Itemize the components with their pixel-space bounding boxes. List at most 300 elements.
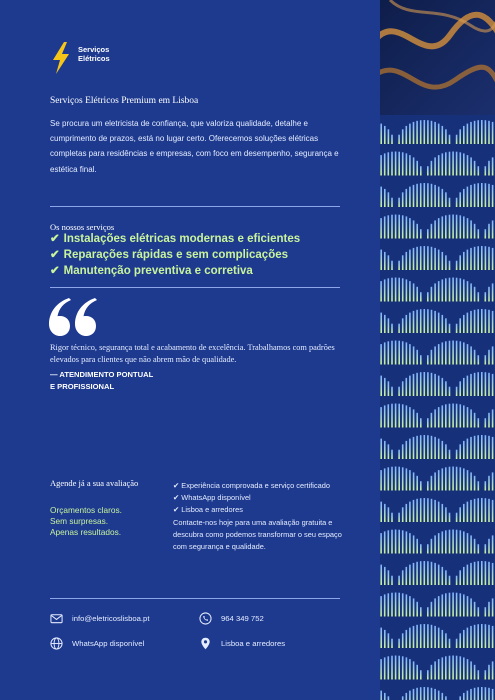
phone-icon: [199, 612, 212, 625]
pattern-stripe: [456, 215, 458, 239]
pattern-stripe: [413, 598, 415, 616]
pattern-stripe: [409, 565, 411, 585]
pattern-stripe: [431, 350, 433, 365]
pattern-stripe: [485, 292, 487, 301]
pattern-stripe: [456, 278, 458, 302]
pattern-stripe: [402, 192, 404, 207]
pattern-stripe: [380, 313, 382, 333]
pattern-stripe: [445, 656, 447, 679]
pattern-stripe: [406, 378, 408, 396]
pattern-stripe: [481, 561, 483, 585]
pattern-stripe: [442, 567, 444, 585]
pattern-stripe: [488, 499, 490, 522]
pattern-stripe: [380, 628, 382, 648]
pattern-stripe: [452, 404, 454, 428]
pattern-stripe: [438, 344, 440, 364]
pattern-stripe: [406, 126, 408, 144]
pattern-stripe: [406, 594, 408, 616]
pattern-stripe: [478, 166, 480, 175]
pattern-stripe: [449, 152, 451, 176]
page-headline: Serviços Elétricos Premium em Lisboa: [50, 96, 199, 106]
pattern-stripe: [474, 413, 476, 428]
pattern-stripe: [398, 261, 400, 270]
pattern-stripe: [406, 216, 408, 238]
pattern-stripe: [467, 376, 469, 396]
pattern-stripe: [424, 498, 426, 522]
pattern-stripe: [463, 378, 465, 396]
pattern-stripe: [474, 436, 476, 459]
pattern-stripe: [442, 594, 444, 616]
pattern-stripe: [477, 246, 479, 270]
pattern-stripe: [445, 318, 447, 333]
pattern-stripe: [459, 507, 461, 522]
pattern-stripe: [467, 565, 469, 585]
pattern-stripe: [424, 561, 426, 585]
pattern-stripe: [470, 248, 472, 270]
pattern-stripe: [442, 153, 444, 175]
pattern-stripe: [452, 467, 454, 491]
pattern-stripe: [409, 439, 411, 459]
pattern-stripe: [406, 153, 408, 175]
pattern-stripe: [434, 185, 436, 207]
pattern-stripe: [409, 155, 411, 175]
pattern-stripe: [434, 346, 436, 364]
pattern-stripe: [445, 381, 447, 396]
pattern-stripe: [463, 315, 465, 333]
pattern-stripe: [470, 157, 472, 175]
pattern-stripe: [434, 472, 436, 490]
pattern-stripe: [431, 224, 433, 239]
quote-author: — ATENDIMENTO PONTUAL E PROFISSIONAL: [50, 370, 154, 391]
pattern-stripe: [434, 248, 436, 270]
pattern-stripe: [391, 198, 393, 207]
pattern-stripe: [485, 498, 487, 522]
pattern-stripe: [467, 470, 469, 490]
pattern-stripe: [391, 576, 393, 585]
pattern-stripe: [398, 593, 400, 617]
pattern-stripe: [478, 544, 480, 553]
pattern-stripe: [470, 598, 472, 616]
pattern-stripe: [434, 563, 436, 585]
pattern-stripe: [492, 661, 494, 679]
pattern-stripe: [402, 278, 404, 301]
pattern-stripe: [413, 248, 415, 270]
pattern-stripe: [485, 607, 487, 616]
pattern-stripe: [463, 531, 465, 553]
pattern-stripe: [445, 530, 447, 553]
pattern-stripe: [467, 691, 469, 700]
pattern-stripe: [402, 129, 404, 144]
pattern-stripe: [406, 693, 408, 700]
pattern-stripe: [384, 216, 386, 238]
pattern-stripe: [488, 184, 490, 207]
pattern-stripe: [470, 472, 472, 490]
pattern-stripe: [445, 633, 447, 648]
pattern-stripe: [445, 404, 447, 427]
pattern-stripe: [485, 166, 487, 175]
pattern-stripe: [492, 122, 494, 144]
pattern-stripe: [431, 310, 433, 333]
pattern-stripe: [427, 355, 429, 364]
quote-mark-icon: [49, 298, 97, 336]
pattern-stripe: [409, 250, 411, 270]
pattern-stripe: [470, 220, 472, 238]
pattern-stripe: [395, 215, 397, 239]
contact-location[interactable]: Lisboa e arredores: [199, 637, 285, 650]
pattern-stripe: [478, 670, 480, 679]
pattern-stripe: [416, 184, 418, 207]
pattern-stripe: [463, 252, 465, 270]
pattern-stripe: [409, 376, 411, 396]
pattern-stripe: [459, 318, 461, 333]
pattern-stripe: [402, 152, 404, 175]
pattern-stripe: [424, 372, 426, 396]
pattern-stripe: [470, 437, 472, 459]
pattern-stripe: [459, 444, 461, 459]
pattern-stripe: [398, 513, 400, 522]
pattern-stripe: [416, 476, 418, 491]
pattern-stripe: [413, 283, 415, 301]
pattern-stripe: [427, 481, 429, 490]
pattern-stripe: [492, 346, 494, 364]
pattern-stripe: [442, 279, 444, 301]
service-item: ✔ Reparações rápidas e sem complicações: [50, 249, 289, 261]
pattern-stripe: [424, 246, 426, 270]
pattern-stripe: [413, 437, 415, 459]
pattern-stripe: [474, 184, 476, 207]
pattern-stripe: [470, 122, 472, 144]
pattern-stripe: [477, 120, 479, 144]
pattern-stripe: [402, 467, 404, 490]
pattern-stripe: [467, 124, 469, 144]
pattern-stripe: [402, 696, 404, 700]
pattern-stripe: [463, 468, 465, 490]
pattern-stripe: [413, 311, 415, 333]
pattern-stripe: [492, 437, 494, 459]
pattern-stripe: [380, 502, 382, 522]
pattern-stripe: [492, 248, 494, 270]
pattern-stripe: [391, 278, 393, 302]
pattern-stripe: [445, 192, 447, 207]
pattern-stripe: [438, 281, 440, 301]
pattern-stripe: [470, 346, 472, 364]
pattern-stripe: [488, 247, 490, 270]
pattern-stripe: [470, 689, 472, 700]
pattern-stripe: [416, 224, 418, 239]
pattern-stripe: [427, 309, 429, 333]
decorative-pattern: [380, 0, 495, 700]
pattern-stripe: [485, 544, 487, 553]
pattern-stripe: [456, 530, 458, 554]
pattern-stripe: [380, 376, 382, 396]
pattern-stripe: [384, 189, 386, 207]
pattern-stripe: [427, 120, 429, 144]
pattern-stripe: [463, 567, 465, 585]
pattern-stripe: [438, 313, 440, 333]
pattern-stripe: [431, 247, 433, 270]
pattern-stripe: [402, 507, 404, 522]
pattern-stripe: [409, 187, 411, 207]
pattern-stripe: [434, 535, 436, 553]
pattern-stripe: [409, 628, 411, 648]
pattern-stripe: [416, 287, 418, 302]
pattern-stripe: [467, 313, 469, 333]
contact-whatsapp[interactable]: WhatsApp disponível: [50, 637, 144, 650]
pattern-stripe: [474, 161, 476, 176]
pattern-stripe: [431, 121, 433, 144]
pattern-stripe: [449, 278, 451, 302]
pattern-stripe: [424, 120, 426, 144]
pattern-stripe: [420, 607, 422, 616]
pattern-stripe: [456, 639, 458, 648]
pattern-stripe: [488, 688, 490, 700]
pattern-stripe: [431, 665, 433, 680]
pattern-stripe: [413, 346, 415, 364]
pattern-stripe: [395, 530, 397, 554]
pattern-stripe: [395, 278, 397, 302]
pattern-stripe: [402, 444, 404, 459]
pattern-stripe: [409, 124, 411, 144]
pattern-stripe: [463, 216, 465, 238]
pattern-stripe: [488, 413, 490, 428]
check-icon: ✔: [173, 493, 180, 503]
pattern-stripe: [438, 376, 440, 396]
pattern-stripe: [406, 657, 408, 679]
pattern-stripe: [416, 121, 418, 144]
pattern-stripe: [384, 693, 386, 700]
pattern-stripe: [463, 153, 465, 175]
pattern-stripe: [384, 252, 386, 270]
pattern-stripe: [481, 687, 483, 700]
pattern-stripe: [384, 531, 386, 553]
pattern-stripe: [470, 311, 472, 333]
pattern-stripe: [442, 315, 444, 333]
pattern-stripe: [420, 624, 422, 648]
service-item: ✔ Instalações elétricas modernas e eficientes: [50, 233, 301, 245]
pattern-stripe: [492, 563, 494, 585]
brand-name-line2: Elétricos: [78, 54, 110, 63]
pattern-stripe: [445, 129, 447, 144]
pattern-stripe: [402, 404, 404, 427]
pattern-stripe: [380, 470, 382, 490]
pattern-stripe: [434, 598, 436, 616]
pattern-stripe: [445, 696, 447, 700]
pattern-stripe: [438, 407, 440, 427]
pattern-stripe: [384, 126, 386, 144]
pattern-stripe: [449, 324, 451, 333]
pattern-stripe: [463, 630, 465, 648]
pattern-stripe: [427, 372, 429, 396]
pattern-stripe: [434, 157, 436, 175]
pattern-stripe: [467, 281, 469, 301]
pattern-stripe: [467, 596, 469, 616]
pattern-stripe: [492, 374, 494, 396]
pattern-stripe: [481, 372, 483, 396]
pattern-stripe: [409, 470, 411, 490]
brand-logo: [50, 42, 140, 76]
pattern-stripe: [456, 467, 458, 491]
pattern-stripe: [460, 467, 462, 490]
pattern-stripe: [406, 468, 408, 490]
pattern-stripe: [391, 404, 393, 428]
pattern-stripe: [388, 467, 390, 490]
pattern-stripe: [420, 309, 422, 333]
pattern-stripe: [492, 157, 494, 175]
pattern-stripe: [442, 657, 444, 679]
pattern-stripe: [398, 152, 400, 176]
pattern-stripe: [449, 656, 451, 680]
pattern-stripe: [456, 341, 458, 365]
pattern-stripe: [380, 439, 382, 459]
pattern-stripe: [409, 502, 411, 522]
pattern-stripe: [488, 121, 490, 144]
pattern-stripe: [388, 507, 390, 522]
pattern-stripe: [478, 607, 480, 616]
pattern-stripe: [380, 596, 382, 616]
pattern-stripe: [427, 166, 429, 175]
pattern-stripe: [456, 387, 458, 396]
pattern-stripe: [438, 155, 440, 175]
pattern-stripe: [424, 183, 426, 207]
pattern-stripe: [391, 656, 393, 680]
pattern-stripe: [488, 539, 490, 554]
pattern-stripe: [398, 341, 400, 365]
highlight-item: ✔ Lisboa e arredores: [173, 505, 243, 515]
pattern-stripe: [395, 341, 397, 365]
pattern-stripe: [420, 544, 422, 553]
pattern-stripe: [395, 404, 397, 428]
pattern-stripe: [409, 281, 411, 301]
pattern-stripe: [388, 593, 390, 616]
pattern-stripe: [449, 576, 451, 585]
pattern-stripe: [449, 404, 451, 428]
pattern-stripe: [442, 504, 444, 522]
service-item: ✔ Manutenção preventiva e corretiva: [50, 265, 253, 277]
pattern-stripe: [431, 476, 433, 491]
pattern-stripe: [460, 593, 462, 616]
pattern-stripe: [427, 246, 429, 270]
pattern-stripe: [438, 659, 440, 679]
pattern-stripe: [420, 481, 422, 490]
pattern-stripe: [420, 418, 422, 427]
pattern-stripe: [416, 310, 418, 333]
pattern-stripe: [492, 311, 494, 333]
pattern-stripe: [449, 198, 451, 207]
pattern-stripe: [398, 404, 400, 428]
pattern-stripe: [463, 279, 465, 301]
services-label: Os nossos serviços: [50, 222, 115, 232]
pattern-stripe: [442, 189, 444, 207]
pattern-stripe: [438, 439, 440, 459]
pattern-stripe: [470, 500, 472, 522]
pattern-stripe: [477, 561, 479, 585]
pattern-stripe: [445, 444, 447, 459]
pattern-stripe: [460, 278, 462, 301]
pattern-stripe: [420, 246, 422, 270]
pattern-stripe: [434, 220, 436, 238]
pattern-stripe: [391, 261, 393, 270]
pattern-stripe: [485, 372, 487, 396]
contact-phone[interactable]: 964 349 752: [199, 612, 264, 625]
pattern-stripe: [431, 373, 433, 396]
pattern-stripe: [467, 344, 469, 364]
pattern-stripe: [434, 311, 436, 333]
pattern-stripe: [460, 656, 462, 679]
pattern-stripe: [459, 255, 461, 270]
pattern-stripe: [442, 126, 444, 144]
pattern-stripe: [488, 665, 490, 680]
pattern-stripe: [438, 628, 440, 648]
pattern-stripe: [445, 278, 447, 301]
pattern-stripe: [438, 691, 440, 700]
pattern-stripe: [445, 570, 447, 585]
pattern-stripe: [485, 309, 487, 333]
pattern-stripe: [467, 502, 469, 522]
pattern-stripe: [384, 153, 386, 175]
pattern-stripe: [485, 229, 487, 238]
pattern-stripe: [413, 157, 415, 175]
pattern-stripe: [445, 507, 447, 522]
pattern-stripe: [438, 533, 440, 553]
pattern-stripe: [470, 185, 472, 207]
pattern-stripe: [452, 152, 454, 176]
pattern-stripe: [420, 355, 422, 364]
pattern-stripe: [384, 441, 386, 459]
pattern-stripe: [477, 624, 479, 648]
pattern-stripe: [427, 498, 429, 522]
pattern-stripe: [388, 192, 390, 207]
pattern-stripe: [460, 404, 462, 427]
pattern-stripe: [380, 533, 382, 553]
pattern-stripe: [413, 535, 415, 553]
pattern-stripe: [391, 152, 393, 176]
pattern-stripe: [380, 407, 382, 427]
pattern-stripe: [478, 481, 480, 490]
pattern-stripe: [438, 502, 440, 522]
pattern-stripe: [391, 135, 393, 144]
pattern-stripe: [388, 318, 390, 333]
pattern-stripe: [388, 404, 390, 427]
location-pin-icon: [199, 637, 212, 650]
pattern-stripe: [413, 661, 415, 679]
pattern-stripe: [474, 287, 476, 302]
pattern-stripe: [463, 441, 465, 459]
pattern-stripe: [442, 630, 444, 648]
pattern-stripe: [424, 435, 426, 459]
check-icon: ✔: [173, 481, 180, 490]
pattern-stripe: [477, 372, 479, 396]
pattern-stripe: [384, 630, 386, 648]
pattern-stripe: [431, 436, 433, 459]
pattern-stripe: [474, 688, 476, 700]
contact-email[interactable]: info@eletricoslisboa.pt: [50, 612, 149, 625]
pattern-stripe: [380, 218, 382, 238]
pattern-stripe: [406, 531, 408, 553]
pattern-stripe: [406, 342, 408, 364]
pattern-stripe: [431, 625, 433, 648]
pattern-stripe: [474, 350, 476, 365]
pattern-stripe: [431, 688, 433, 700]
pattern-stripe: [416, 499, 418, 522]
pattern-stripe: [459, 192, 461, 207]
pattern-stripe: [470, 661, 472, 679]
pattern-stripe: [380, 124, 382, 144]
pattern-stripe: [420, 166, 422, 175]
pattern-stripe: [463, 504, 465, 522]
pattern-stripe: [380, 187, 382, 207]
pattern-stripe: [488, 350, 490, 365]
pattern-stripe: [485, 418, 487, 427]
